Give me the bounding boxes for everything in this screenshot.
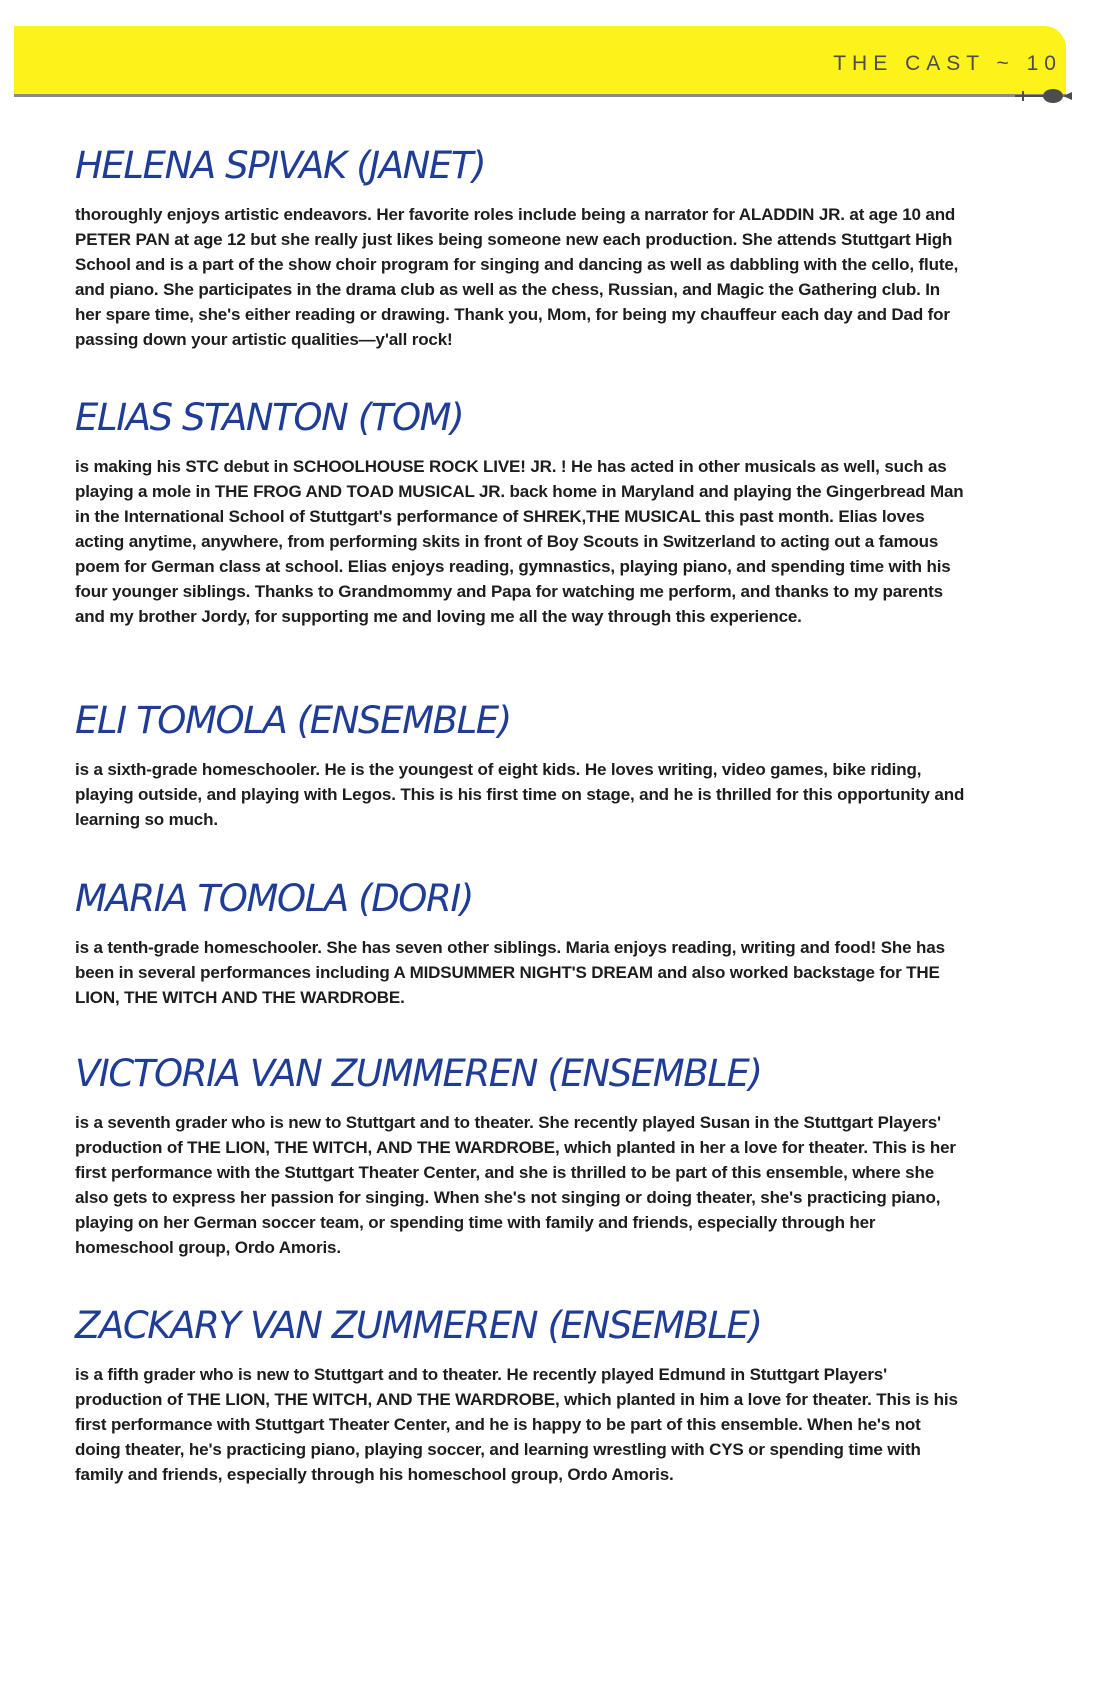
cast-member-name: ELIAS STANTON (TOM) [75,396,464,439]
cast-member-bio: is a fifth grader who is new to Stuttgart and to theater. He recently played Edmund in Stuttgart Players' production of THE LION, THE WITCH, AND THE WARDROBE, which planted in him a love for theater. This is his first performance with Stuttgart Theater Center, and he is happy to be part of this ensemble. When he's not doing theater, he's practicing piano, playing soccer, and learning wrestling with CYS or spending time with family and friends, especially through his homeschool group, Ordo Amoris. [75,1365,958,1484]
cast-entry [75,697,970,832]
cast-entry [75,1050,970,1260]
cast-member-name: VICTORIA VAN ZUMMEREN (ENSEMBLE) [75,1052,762,1095]
cast-entry [75,394,970,629]
cast-entry [75,875,970,1010]
cast-member-name: ZACKARY VAN ZUMMEREN (ENSEMBLE) [75,1304,762,1347]
cast-member-bio: is a sixth-grade homeschooler. He is the youngest of eight kids. He loves writing, video games, bike riding, playing outside, and playing with Legos. This is his first time on stage, and he is thrilled for this opportunity and learning so much. [75,760,965,829]
cast-member-bio: is a tenth-grade homeschooler. She has seven other siblings. Maria enjoys reading, writing and food! She has been in several performances including A MIDSUMMER NIGHT'S DREAM and also worked backstage for THE LION, THE WITCH AND THE WARDROBE. [75,938,945,1007]
header-ornament [1015,86,1073,106]
cast-member-name: MARIA TOMOLA (DORI) [75,877,473,920]
cast-entry [75,142,970,352]
cast-member-bio: is making his STC debut in SCHOOLHOUSE ROCK LIVE! JR. ! He has acted in other musicals as well, such as playing a mole in THE FROG AND TOAD MUSICAL JR. back home in Maryland and playing the Gingerbread Man in the International School of Stuttgart's performance of SHREK,THE MUSICAL this past month. Elias loves acting anytime, anywhere, from performing skits in front of Boy Scouts in Switzerland to acting out a famous poem for German class at school. Elias enjoys reading, gymnastics, playing piano, and spending time with his four younger siblings. Thanks to Grandmommy and Papa for watching me perform, and thanks to my parents and my brother Jordy, for supporting me and loving me all the way through this experience. [75,457,964,626]
cast-member-bio: is a seventh grader who is new to Stuttgart and to theater. She recently played Susan in the Stuttgart Players' production of THE LION, THE WITCH, AND THE WARDROBE, which planted in her a love for theater. This is her first performance with the Stuttgart Theater Center, and she is thrilled to be part of this ensemble, where she also gets to express her passion for singing. When she's not singing or doing theater, she's practicing piano, playing on her German soccer team, or spending time with family and friends, especially through her homeschool group, Ordo Amoris. [75,1113,956,1257]
cast-member-name: HELENA SPIVAK (JANET) [75,144,486,187]
section-page-title: THE CAST ~ 10 [833,52,1062,75]
header-rule [14,94,1066,97]
cast-entry [75,1302,970,1487]
cast-member-name: ELI TOMOLA (ENSEMBLE) [75,699,511,742]
cast-member-bio: thoroughly enjoys artistic endeavors. Her favorite roles include being a narrator for ALADDIN JR. at age 10 and PETER PAN at age 12 but she really just likes being someone new each production. She attends Stuttgart High School and is a part of the show choir program for singing and dancing as well as dabbling with the cello, flute, and piano. She participates in the drama club as well as the chess, Russian, and Magic the Gathering club. In her spare time, she's either reading or drawing. Thank you, Mom, for being my chauffeur each day and Dad for passing down your artistic qualities—y'all rock! [75,205,959,349]
